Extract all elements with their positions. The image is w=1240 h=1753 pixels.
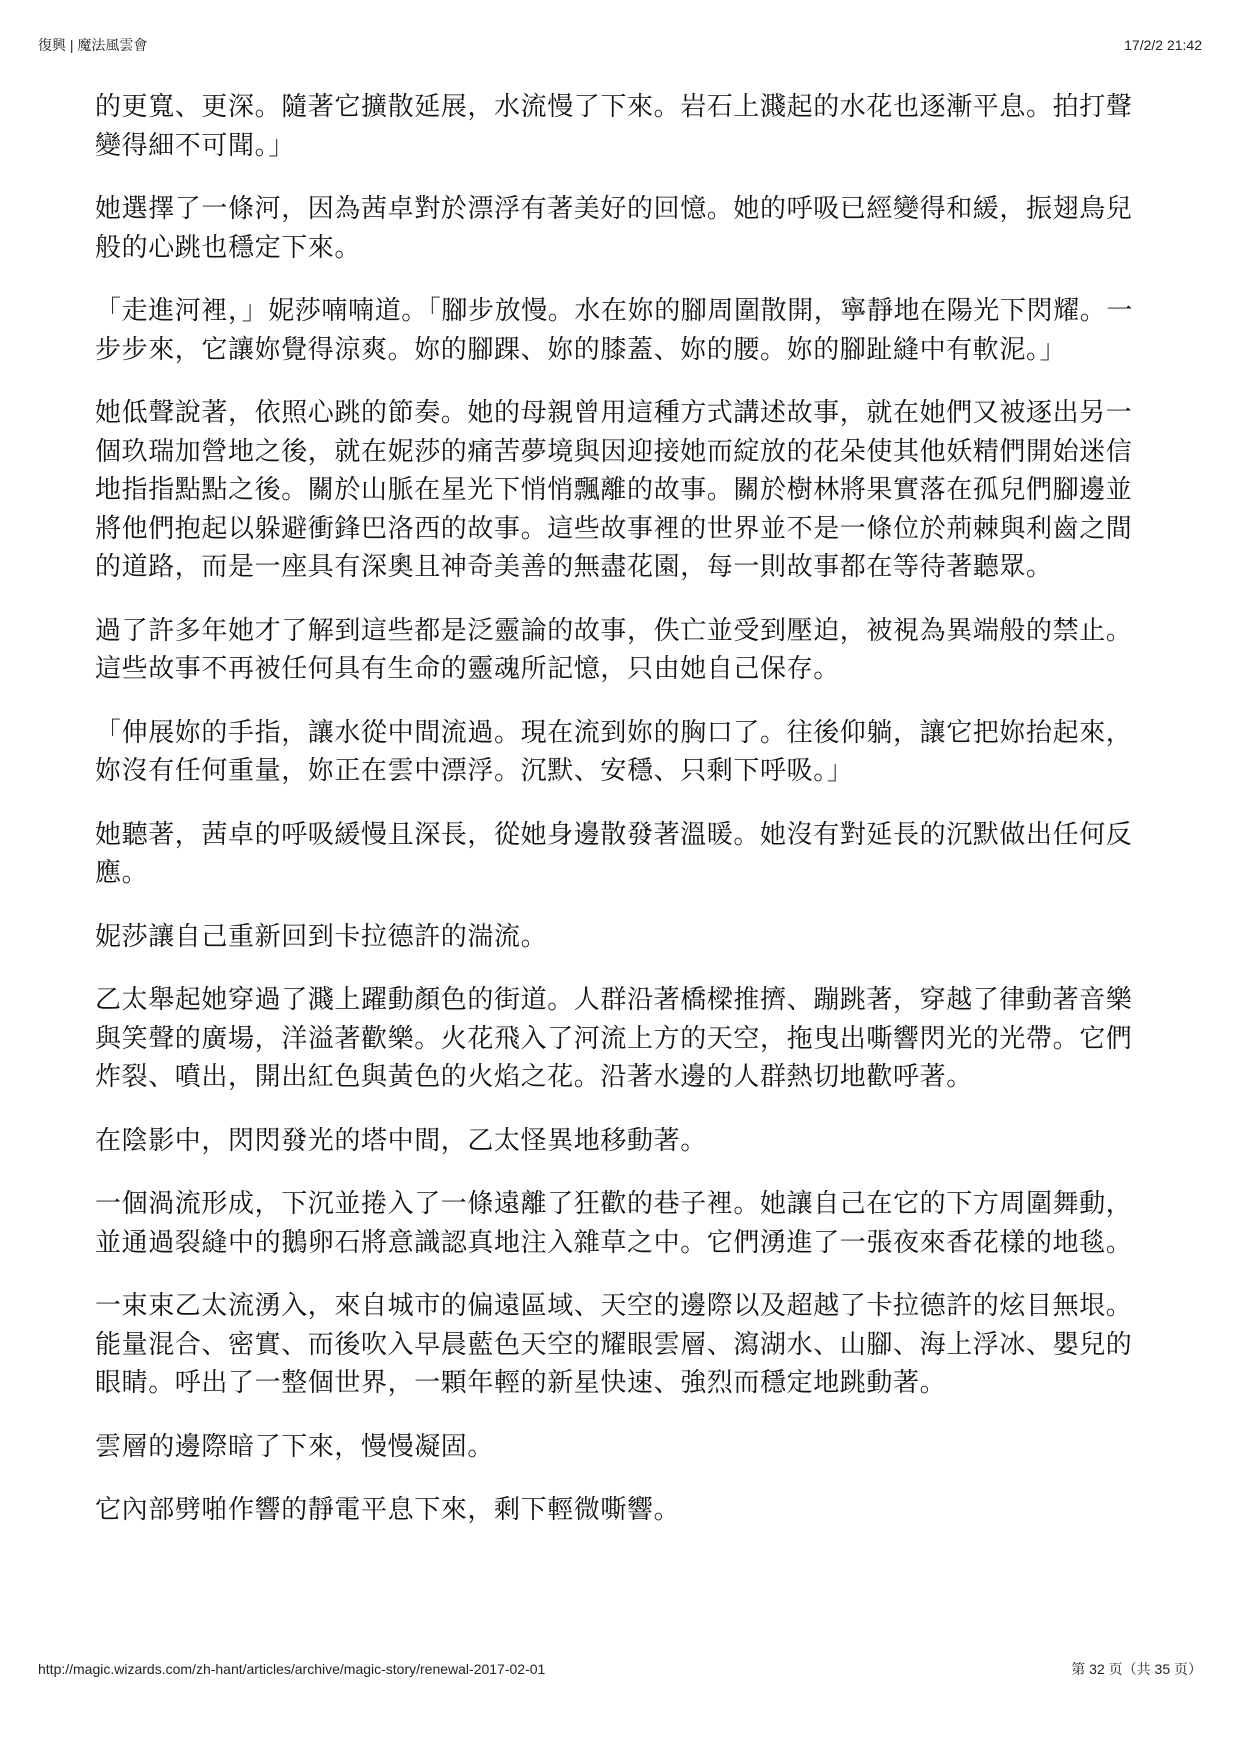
paragraph: 它內部劈啪作響的靜電平息下來，剩下輕微嘶響。	[95, 1495, 681, 1525]
paragraph: 的更寬、更深。隨著它擴散延展，水流慢了下來。岩石上濺起的水花也逐漸平息。拍打聲變得細不可聞。」	[95, 92, 1133, 161]
page-title: 復興 | 魔法風雲會	[38, 37, 148, 53]
print-footer	[38, 1660, 1202, 1678]
paragraph: 「伸展妳的手指，讓水從中間流過。現在流到妳的胸口了。往後仰躺，讓它把妳抬起來，妳沒有任何重量，妳正在雲中漂浮。沉默、安穩、只剩下呼吸。」	[95, 717, 1133, 786]
print-timestamp: 17/2/2 21:42	[1124, 37, 1202, 53]
article-body	[95, 88, 1145, 1555]
source-url: http://magic.wizards.com/zh-hant/articles/archive/magic-story/renewal-2017-02-01	[38, 1661, 546, 1677]
paragraph: 過了許多年她才了解到這些都是泛靈論的故事，佚亡並受到壓迫，被視為異端般的禁止。這些故事不再被任何具有生命的靈魂所記憶，只由她自己保存。	[95, 615, 1133, 684]
print-header	[38, 36, 1202, 54]
paragraph: 在陰影中，閃閃發光的塔中間，乙太怪異地移動著。	[95, 1125, 707, 1156]
paragraph: 一束束乙太流湧入，來自城市的偏遠區域、天空的邊際以及超越了卡拉德許的炫目無垠。能量混合、密實、而後吹入早晨藍色天空的耀眼雲層、瀉湖水、山腳、海上浮冰、嬰兒的眼睛。呼出了一整個世界，一顆年輕的新星快速、強烈而穩定地跳動著。	[95, 1291, 1133, 1398]
paragraph: 她低聲說著，依照心跳的節奏。她的母親曾用這種方式講述故事，就在她們又被逐出另一個玖瑞加營地之後，就在妮莎的痛苦夢境與因迎接她而綻放的花朵使其他妖精們開始迷信地指指點點之後。關於山脈在星光下悄悄飄離的故事。關於樹林將果實落在孤兒們腳邊並將他們抱起以躲避衝鋒巴洛西的故事。這些故事裡的世界並不是一條位於荊棘與利齒之間的道路，而是一座具有深奧且神奇美善的無盡花園，每一則故事都在等待著聽眾。	[95, 398, 1133, 582]
paragraph: 妮莎讓自己重新回到卡拉德許的湍流。	[95, 921, 548, 952]
paragraph: 乙太舉起她穿過了濺上躍動顏色的街道。人群沿著橋樑推擠、蹦跳著，穿越了律動著音樂與笑聲的廣場，洋溢著歡樂。火花飛入了河流上方的天空，拖曳出嘶響閃光的光帶。它們炸裂、噴出，開出紅色與黃色的火焰之花。沿著水邊的人群熱切地歡呼著。	[95, 985, 1133, 1092]
page-number: 第 32 页（共 35 页）	[1071, 1661, 1202, 1677]
paragraph: 她選擇了一條河，因為茜卓對於漂浮有著美好的回憶。她的呼吸已經變得和緩，振翅鳥兒般的心跳也穩定下來。	[95, 194, 1133, 263]
paragraph: 雲層的邊際暗了下來，慢慢凝固。	[95, 1431, 495, 1462]
paragraph: 「走進河裡，」妮莎喃喃道。「腳步放慢。水在妳的腳周圍散開，寧靜地在陽光下閃耀。一步步來，它讓妳覺得涼爽。妳的腳踝、妳的膝蓋、妳的腰。妳的腳趾縫中有軟泥。」	[95, 296, 1134, 365]
paragraph: 一個渦流形成，下沉並捲入了一條遠離了狂歡的巷子裡。她讓自己在它的下方周圍舞動，並通過裂縫中的鵝卵石將意識認真地注入雜草之中。它們湧進了一張夜來香花樣的地毯。	[95, 1189, 1133, 1258]
paragraph: 她聽著，茜卓的呼吸緩慢且深長，從她身邊散發著溫暖。她沒有對延長的沉默做出任何反應。	[95, 819, 1133, 888]
